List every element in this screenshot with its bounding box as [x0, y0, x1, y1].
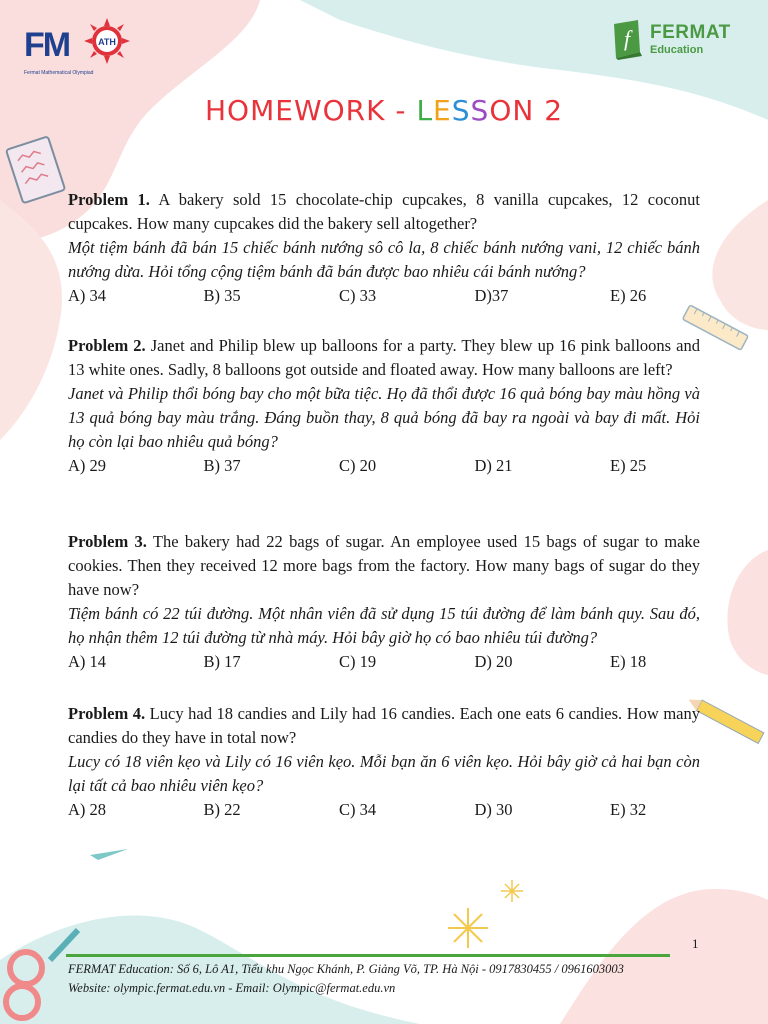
problem-block [68, 334, 700, 478]
answer-choices [68, 454, 700, 478]
answer-choice[interactable]: A) 14 [68, 652, 107, 671]
problem-english [68, 702, 700, 750]
title-letter: K [366, 94, 386, 127]
sun-badge-icon [84, 18, 130, 64]
problem-label: Problem 1. [68, 190, 150, 209]
answer-choice[interactable]: D)37 [474, 286, 509, 305]
answer-choice[interactable]: D) 21 [474, 456, 513, 475]
sparkle-icon-small [501, 880, 523, 902]
title-letter: H [204, 94, 228, 127]
problem-text: A bakery sold 15 chocolate-chip cupcakes, 8 vanilla cupcakes, 12 coconut cupcakes. How many cupcakes did the bakery sell altogether? [68, 190, 700, 233]
answer-choice[interactable]: E) 25 [610, 456, 647, 475]
title-letter [386, 94, 396, 127]
fermat-logo-icon-letter: f [623, 26, 631, 51]
answer-choices [68, 650, 700, 674]
title-letter: S [451, 94, 471, 127]
fmath-logo-subtitle: Fermat Mathematical Olympiad [24, 70, 94, 76]
title-letter: 2 [544, 94, 564, 127]
title-letter [534, 94, 544, 127]
fermat-logo-name: FERMAT [650, 22, 731, 43]
problem-vietnamese: Một tiệm bánh đã bán 15 chiếc bánh nướng sô cô la, 8 chiếc bánh nướng vani, 12 chiếc bánh nướng dừa. Hỏi tổng cộng tiệm bánh đã bán được bao nhiêu cái bánh nướng? [68, 238, 700, 281]
page-number: 1 [692, 936, 699, 951]
title-letter: O [322, 94, 346, 127]
answer-choice[interactable]: A) 28 [68, 800, 107, 819]
footer-divider [66, 954, 670, 957]
title-letter: R [345, 94, 367, 127]
title-letter: S [470, 94, 490, 127]
problem-label: Problem 2. [68, 336, 146, 355]
title-letter: L [416, 94, 434, 127]
pink-blob-right [712, 200, 768, 330]
paper-plane-icon [90, 849, 128, 860]
footer-contact: Website: olympic.fermat.edu.vn - Email: Olympic@fermat.edu.vn [68, 981, 396, 995]
answer-choice[interactable]: B) 17 [203, 652, 241, 671]
answer-choice[interactable]: B) 37 [203, 456, 241, 475]
pink-blob-left [0, 200, 62, 440]
sparkle-icon-large [448, 908, 488, 948]
answer-choice[interactable]: A) 34 [68, 286, 107, 305]
answer-choice[interactable]: E) 18 [610, 652, 647, 671]
problem-text: Janet and Philip blew up balloons for a party. They blew up 16 pink balloons and 13 white ones. Sadly, 8 balloons got outside and floated away. How many balloons are left? [68, 336, 700, 379]
answer-choice[interactable]: C) 34 [339, 800, 377, 819]
problem-label: Problem 3. [68, 532, 147, 551]
answer-choice[interactable]: C) 19 [339, 652, 377, 671]
answer-choice[interactable]: E) 26 [610, 286, 647, 305]
problem-block [68, 702, 700, 822]
problem-label: Problem 4. [68, 704, 146, 723]
footer [68, 960, 748, 998]
fermat-logo-subtitle: Education [650, 44, 704, 56]
answer-choice[interactable]: E) 32 [610, 800, 647, 819]
fmath-logo [24, 18, 132, 76]
title-letter [407, 94, 417, 127]
pink-blob-mid-right [727, 550, 768, 675]
problem-vietnamese: Tiệm bánh có 22 túi đường. Một nhân viên đã sử dụng 15 túi đường để làm bánh quy. Sau đó, họ nhận thêm 12 túi đường từ nhà máy. Hỏi bây giờ họ có bao nhiêu túi đường? [68, 604, 700, 647]
title-letter: E [275, 94, 294, 127]
title-letter: O [227, 94, 251, 127]
fermat-book-icon [610, 20, 644, 60]
answer-choice[interactable]: A) 29 [68, 456, 107, 475]
answer-choice[interactable]: B) 35 [203, 286, 241, 305]
title-letter: O [489, 94, 513, 127]
footer-address: FERMAT Education: Số 6, Lô A1, Tiểu khu Ngọc Khánh, P. Giảng Võ, TP. Hà Nội - 0917830455 / 0961603003 [68, 962, 624, 976]
problem-english [68, 530, 700, 602]
answer-choice[interactable]: D) 20 [474, 652, 513, 671]
answer-choice[interactable]: D) 30 [474, 800, 513, 819]
answer-choices [68, 798, 700, 822]
title-letter: N [512, 94, 535, 127]
title-letter: E [433, 94, 452, 127]
problem-english [68, 188, 700, 236]
answer-choice[interactable]: B) 22 [203, 800, 241, 819]
answer-choice[interactable]: C) 33 [339, 286, 377, 305]
problem-text: The bakery had 22 bags of sugar. An employee used 15 bags of sugar to make cookies. Then they received 12 more bags from the factory. How many bags of sugar do they have now? [68, 532, 700, 599]
fmath-logo-text: FM [24, 26, 70, 64]
page-title [0, 94, 768, 127]
fmath-logo-badge: ATH [98, 37, 116, 47]
problem-block [68, 530, 700, 674]
problem-text: Lucy had 18 candies and Lily had 16 candies. Each one eats 6 candies. How many candies do they have in total now? [68, 704, 700, 747]
problem-vietnamese: Lucy có 18 viên kẹo và Lily có 16 viên kẹo. Mỗi bạn ăn 6 viên kẹo. Hỏi bây giờ cả hai bạn còn lại tất cả bao nhiêu viên kẹo? [68, 752, 700, 795]
problem-english [68, 334, 700, 382]
answer-choice[interactable]: C) 20 [339, 456, 377, 475]
problem-vietnamese: Janet và Philip thổi bóng bay cho một bữa tiệc. Họ đã thổi được 16 quả bóng bay màu hồng và 13 quả bóng bay màu trắng. Đáng buồn thay, 8 quả bóng đã bay ra ngoài và bay đi mất. Hỏi họ còn lại bao nhiêu quả bóng? [68, 384, 700, 451]
fermat-education-logo [610, 20, 750, 64]
problem-block [68, 188, 700, 308]
answer-choices [68, 284, 700, 308]
title-letter: W [293, 94, 323, 127]
title-letter: M [250, 94, 276, 127]
title-letter: - [395, 94, 407, 127]
